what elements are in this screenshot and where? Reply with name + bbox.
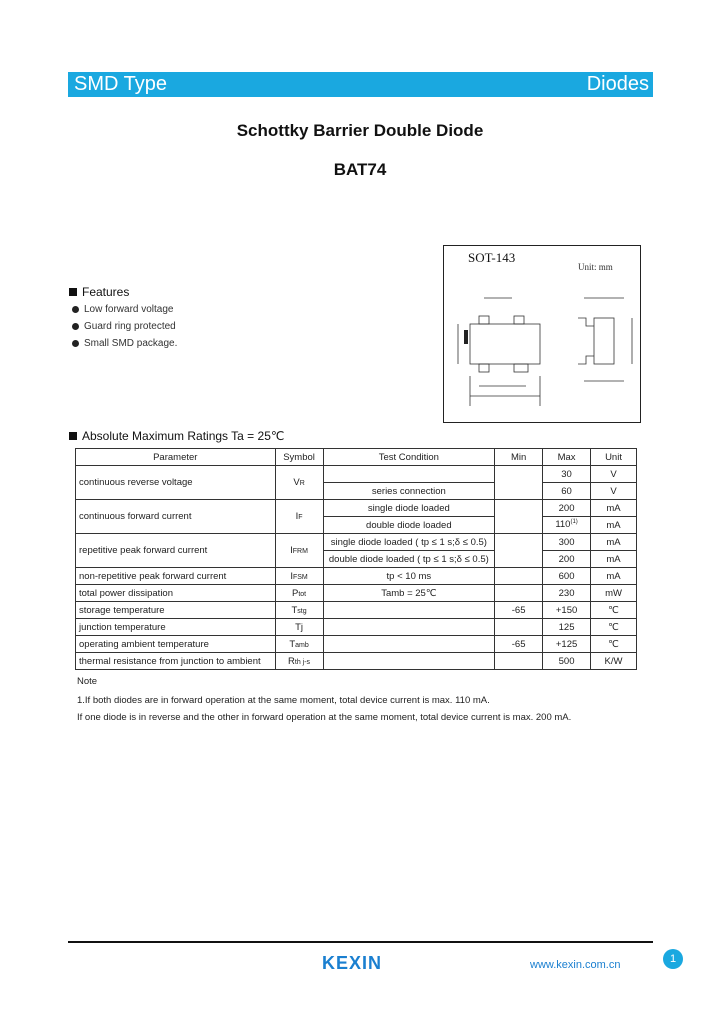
part-number: BAT74	[333, 160, 387, 179]
features-heading	[69, 285, 129, 299]
unit-cell: mA	[591, 517, 637, 534]
min-cell: -65	[495, 636, 543, 653]
package-outline-box	[443, 245, 641, 423]
condition-cell: series connection	[323, 483, 495, 500]
symbol-text: I	[290, 545, 293, 556]
min-cell: -65	[495, 602, 543, 619]
unit-cell: K/W	[591, 653, 637, 670]
param-cell: non-repetitive peak forward current	[76, 568, 276, 585]
bullet-icon	[72, 323, 79, 330]
table-row	[76, 500, 637, 517]
condition-cell	[323, 653, 495, 670]
symbol-text: T	[289, 638, 296, 650]
condition-cell: tp < 10 ms	[323, 568, 495, 585]
header-category: SMD Type	[74, 73, 167, 95]
package-unit: Unit: mm	[578, 262, 613, 272]
param-cell: repetitive peak forward current	[76, 534, 276, 568]
package-lead	[514, 316, 524, 324]
max-cell: 230	[543, 585, 591, 602]
symbol-cell	[275, 602, 323, 619]
max-cell	[543, 517, 591, 534]
symbol-text: I	[295, 511, 299, 522]
symbol-subscript: th j-s	[294, 658, 311, 666]
unit-cell: mA	[591, 568, 637, 585]
symbol-cell	[275, 585, 323, 602]
max-cell: +150	[543, 602, 591, 619]
symbol-text: T	[291, 604, 298, 616]
bullet-icon	[72, 306, 79, 313]
condition-cell: double diode loaded ( tp ≤ 1 s;δ ≤ 0.5)	[323, 551, 495, 568]
symbol-cell	[275, 568, 323, 585]
symbol-subscript: tot	[298, 590, 307, 598]
unit-cell: ℃	[591, 636, 637, 653]
min-cell	[495, 619, 543, 636]
ratings-heading	[69, 429, 284, 443]
unit-cell: mW	[591, 585, 637, 602]
table-row	[76, 534, 637, 551]
table-row	[76, 466, 637, 483]
package-side-lead	[578, 356, 594, 364]
note-text: 1.If both diodes are in forward operation at the same moment, total device current is max. 110 mA.	[77, 695, 490, 706]
max-cell: 125	[543, 619, 591, 636]
symbol-subscript: FRM	[292, 548, 308, 555]
kexin-logo: KEXIN	[322, 953, 383, 973]
unit-cell: ℃	[591, 602, 637, 619]
symbol-cell	[275, 636, 323, 653]
table-row	[76, 619, 637, 636]
condition-cell: single diode loaded ( tp ≤ 1 s;δ ≤ 0.5)	[323, 534, 495, 551]
bullet-icon	[72, 340, 79, 347]
min-cell	[495, 534, 543, 568]
column-header: Min	[495, 449, 543, 466]
table-row	[76, 636, 637, 653]
condition-cell: Tamb = 25℃	[323, 585, 495, 602]
symbol-subscript: R	[299, 480, 305, 487]
document-title: Schottky Barrier Double Diode	[236, 121, 484, 140]
condition-cell: double diode loaded	[323, 517, 495, 534]
package-body	[470, 324, 540, 364]
symbol-cell	[275, 500, 323, 534]
note-label: Note	[77, 676, 98, 687]
max-value: 110	[555, 519, 571, 531]
symbol-subscript: F	[298, 514, 303, 521]
unit-cell: mA	[591, 551, 637, 568]
symbol-text: V	[293, 477, 300, 488]
max-cell: 500	[543, 653, 591, 670]
condition-cell	[323, 466, 495, 483]
package-lead	[479, 364, 489, 372]
max-cell: 60	[543, 483, 591, 500]
section-bullet-icon	[69, 432, 77, 440]
min-cell	[495, 466, 543, 500]
note-text: If one diode is in reverse and the other in forward operation at the same moment, total device current is max. 200 mA.	[77, 712, 572, 723]
feature-item	[72, 304, 174, 315]
column-header: Parameter	[76, 449, 276, 466]
param-cell: thermal resistance from junction to ambient	[76, 653, 276, 670]
symbol-text: R	[288, 655, 295, 667]
features-heading-text: Features	[82, 285, 130, 299]
param-cell: operating ambient temperature	[76, 636, 276, 653]
feature-text: Small SMD package.	[84, 338, 178, 349]
website-link[interactable]: www.kexin.com.cn	[530, 959, 621, 971]
symbol-cell	[275, 619, 323, 636]
header-banner	[68, 72, 653, 97]
package-lead	[514, 364, 528, 372]
unit-cell: ℃	[591, 619, 637, 636]
max-cell: 600	[543, 568, 591, 585]
feature-text: Low forward voltage	[84, 304, 174, 315]
max-cell: 200	[543, 500, 591, 517]
max-cell: 30	[543, 466, 591, 483]
min-cell	[495, 585, 543, 602]
table-row	[76, 568, 637, 585]
min-cell	[495, 500, 543, 534]
footer-divider	[68, 941, 653, 943]
package-name: SOT-143	[468, 250, 516, 265]
param-cell: total power dissipation	[76, 585, 276, 602]
table-header-row	[76, 449, 637, 466]
section-bullet-icon	[69, 288, 77, 296]
condition-cell	[323, 619, 495, 636]
unit-cell: V	[591, 466, 637, 483]
ratings-table	[75, 448, 637, 670]
symbol-cell	[275, 653, 323, 670]
page-number: 1	[663, 949, 683, 969]
package-pin-marker	[464, 330, 468, 344]
footnote-ref: (1)	[570, 519, 578, 526]
symbol-cell	[275, 534, 323, 568]
column-header: Symbol	[275, 449, 323, 466]
table-row	[76, 653, 637, 670]
condition-cell	[323, 636, 495, 653]
param-cell: junction temperature	[76, 619, 276, 636]
unit-cell: V	[591, 483, 637, 500]
package-lead	[479, 316, 489, 324]
min-cell	[495, 568, 543, 585]
condition-cell: single diode loaded	[323, 500, 495, 517]
table-row	[76, 602, 637, 619]
param-cell: continuous forward current	[76, 500, 276, 534]
package-side-lead	[578, 318, 594, 326]
unit-cell: mA	[591, 500, 637, 517]
header-type: Diodes	[586, 73, 649, 95]
package-drawing	[444, 246, 642, 424]
symbol-cell	[275, 466, 323, 500]
max-cell: 200	[543, 551, 591, 568]
symbol-text: Tj	[295, 621, 303, 633]
ratings-heading-text: Absolute Maximum Ratings Ta = 25℃	[82, 429, 285, 443]
feature-item	[72, 321, 176, 332]
feature-item	[72, 338, 177, 349]
package-side-view	[594, 318, 614, 364]
param-cell: continuous reverse voltage	[76, 466, 276, 500]
feature-text: Guard ring protected	[84, 321, 176, 332]
column-header: Test Condition	[323, 449, 495, 466]
table-row	[76, 585, 637, 602]
symbol-subscript: amb	[295, 641, 309, 649]
symbol-subscript: stg	[297, 607, 307, 615]
param-cell: storage temperature	[76, 602, 276, 619]
symbol-text: P	[291, 587, 299, 599]
max-cell: +125	[543, 636, 591, 653]
symbol-subscript: FSM	[292, 573, 308, 581]
column-header: Max	[543, 449, 591, 466]
unit-cell: mA	[591, 534, 637, 551]
symbol-text: I	[290, 570, 293, 582]
min-cell	[495, 653, 543, 670]
column-header: Unit	[591, 449, 637, 466]
max-cell: 300	[543, 534, 591, 551]
condition-cell	[323, 602, 495, 619]
